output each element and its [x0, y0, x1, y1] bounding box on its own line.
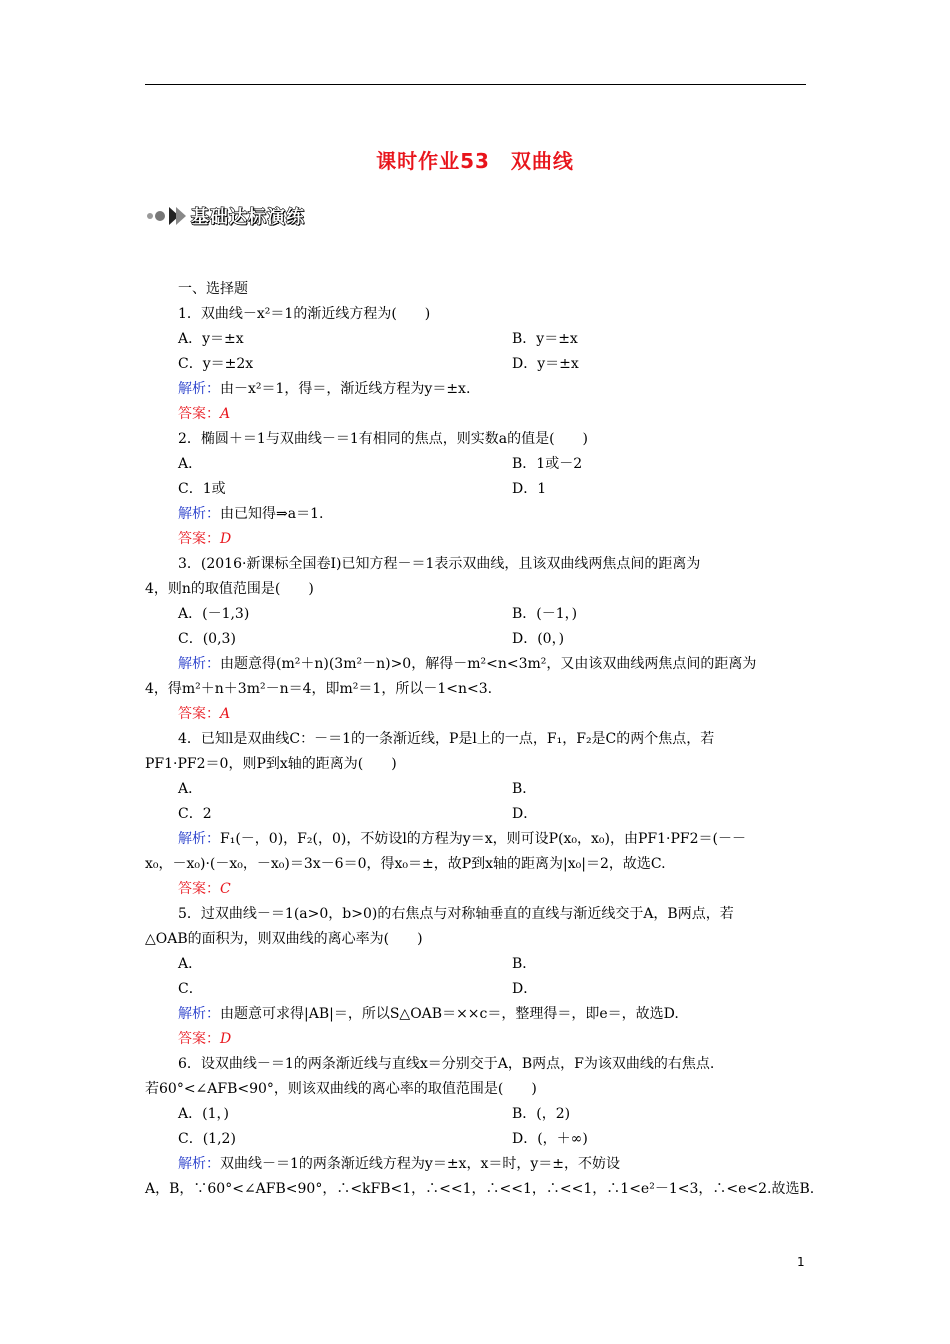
option: A．: [178, 781, 203, 797]
answer-label: 答案：: [178, 1031, 220, 1047]
option: C．y＝±2x: [178, 356, 254, 372]
option: B．1或－2: [512, 456, 583, 472]
solution: [145, 502, 807, 527]
option: C．: [178, 981, 203, 997]
solution-text: 双曲线－＝1的两条渐近线方程为y＝±x，x＝时，y＝±，不妨设: [220, 1156, 620, 1172]
answer: [145, 527, 807, 552]
option: A．y＝±x: [178, 331, 244, 347]
option: C．1或: [178, 481, 226, 497]
solution-label: 解析：: [178, 506, 220, 522]
solution-label: 解析：: [178, 1156, 220, 1172]
solution: [145, 1152, 807, 1177]
banner-title: 基础达标演练: [191, 207, 305, 228]
options-row: [145, 952, 807, 977]
options-row: [145, 802, 807, 827]
question-list: [145, 277, 815, 1202]
answer-value: D: [220, 1031, 232, 1047]
options-row: [145, 1127, 807, 1152]
solution: [145, 827, 807, 852]
option: B．y＝±x: [512, 331, 578, 347]
section-heading: 一、选择题: [178, 281, 248, 297]
page-number: 1: [797, 1255, 805, 1269]
option: B．: [512, 781, 537, 797]
solution-cont: 4，得m²＋n＋3m²－n＝4，即m²＝1，所以－1<n<3.: [145, 681, 493, 697]
answer-label: 答案：: [178, 406, 220, 422]
options-row: [145, 452, 807, 477]
solution-text: 由题意可求得|AB|＝，所以S△OAB＝××c＝，整理得＝，即e＝，故选D.: [220, 1006, 679, 1022]
option: C．(1,2): [178, 1131, 236, 1147]
solution: [145, 377, 807, 402]
answer-label: 答案：: [178, 531, 220, 547]
option: A．: [178, 456, 203, 472]
options-row: [145, 327, 807, 352]
solution-text: 由题意得(m²＋n)(3m²－n)>0，解得－m²<n<3m²，又由该双曲线两焦点间的距离为: [220, 656, 757, 672]
question-stem: 5．过双曲线－＝1(a>0，b>0)的右焦点与对称轴垂直的直线与渐近线交于A，B两点，若: [178, 906, 734, 922]
answer-label: 答案：: [178, 881, 220, 897]
question-stem: 3．(2016·新课标全国卷Ⅰ)已知方程－＝1表示双曲线，且该双曲线两焦点间的距离为: [178, 556, 701, 572]
option: B．: [512, 956, 537, 972]
options-row: [145, 477, 807, 502]
option: A．(1，): [178, 1106, 229, 1122]
solution: [145, 1002, 807, 1027]
options-row: [145, 352, 807, 377]
option: C．(0,3): [178, 631, 236, 647]
question-stem-cont: 若60°<∠AFB<90°，则该双曲线的离心率的取值范围是( ): [145, 1081, 537, 1097]
option: D．1: [512, 481, 547, 497]
option: A．(－1,3): [178, 606, 250, 622]
answer-value: A: [220, 706, 231, 722]
solution-label: 解析：: [178, 831, 220, 847]
solution-cont: A，B，∵60°<∠AFB<90°，∴<kFB<1，∴<<1，∴<<1，∴<<1，∴1<e²－1<3，∴<e<2.故选B.: [145, 1181, 815, 1197]
solution-label: 解析：: [178, 1006, 220, 1022]
solution-label: 解析：: [178, 656, 220, 672]
question-stem: 4．已知l是双曲线C：－＝1的一条渐近线，P是l上的一点，F₁，F₂是C的两个焦点，若: [178, 731, 715, 747]
answer-value: C: [220, 881, 231, 897]
option: D．(0，): [512, 631, 565, 647]
solution-text: F₁(－，0)，F₂(，0)，不妨设l的方程为y＝x，则可设P(x₀，x₀)，由PF1·PF2＝(－－: [220, 831, 746, 847]
option: D．y＝±x: [512, 356, 579, 372]
bullet-arrow-icon: [145, 205, 189, 227]
options-row: [145, 1102, 807, 1127]
answer-label: 答案：: [178, 706, 220, 722]
option: A．: [178, 956, 203, 972]
solution-cont: x₀，－x₀)·(－x₀，－x₀)＝3x－6＝0，得x₀＝±，故P到x轴的距离为|x₀|＝2，故选C.: [145, 856, 666, 872]
solution-label: 解析：: [178, 381, 220, 397]
answer: [145, 877, 807, 902]
question-stem: 2．椭圆＋＝1与双曲线－＝1有相同的焦点，则实数a的值是( ): [178, 431, 588, 447]
option: D．: [512, 981, 538, 997]
question-stem: 6．设双曲线－＝1的两条渐近线与直线x＝分别交于A，B两点，F为该双曲线的右焦点.: [178, 1056, 715, 1072]
options-row: [145, 602, 807, 627]
question-stem-cont: 4，则n的取值范围是( ): [145, 581, 314, 597]
answer-value: A: [220, 406, 231, 422]
solution: [145, 652, 807, 677]
solution-text: 由已知得⇒a＝1.: [220, 506, 324, 522]
option: B．(，2): [512, 1106, 571, 1122]
options-row: [145, 627, 807, 652]
option: D．: [512, 806, 538, 822]
solution-text: 由－x²＝1，得＝，渐近线方程为y＝±x.: [220, 381, 471, 397]
header-rule: [145, 84, 806, 85]
option: C．2: [178, 806, 212, 822]
question-stem-cont: PF1·PF2＝0，则P到x轴的距离为( ): [145, 756, 397, 772]
option: B．(－1，): [512, 606, 578, 622]
options-row: [145, 977, 807, 1002]
section-banner: [145, 204, 305, 228]
answer: [145, 702, 807, 727]
question-stem: 1．双曲线－x²＝1的渐近线方程为( ): [178, 306, 431, 322]
options-row: [145, 777, 807, 802]
answer-value: D: [220, 531, 232, 547]
answer: [145, 402, 807, 427]
option: D．(，＋∞): [512, 1131, 588, 1147]
question-stem-cont: △OAB的面积为，则双曲线的离心率为( ): [145, 931, 423, 947]
answer: [145, 1027, 807, 1052]
page-title: 课时作业53 双曲线: [376, 149, 574, 173]
